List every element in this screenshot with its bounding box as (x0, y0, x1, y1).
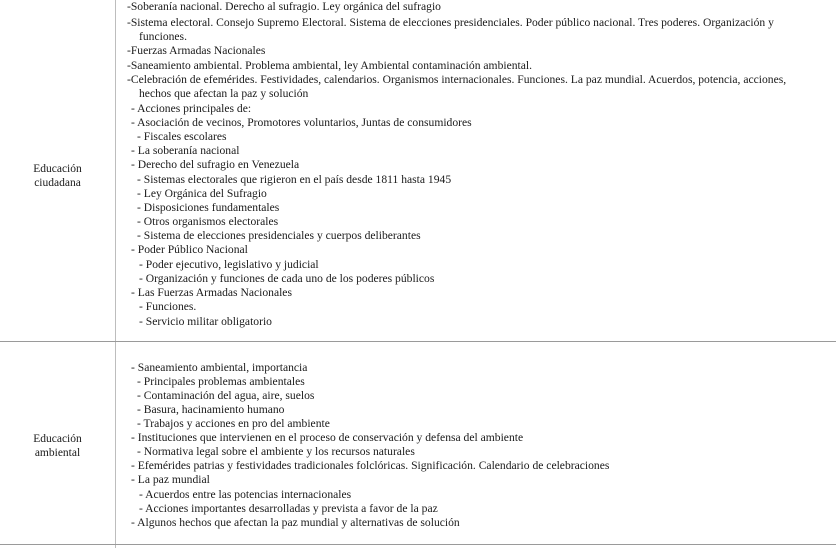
content-line: - La paz mundial (131, 473, 210, 486)
content-line: - La soberanía nacional (131, 144, 240, 157)
content-line: - Acuerdos entre las potencias internacionales (139, 488, 352, 501)
content-line: - Trabajos y acciones en pro del ambiente (137, 417, 330, 430)
content-line: - Disposiciones fundamentales (137, 201, 280, 214)
content-line: - Ley Orgánica del Sufragio (137, 187, 267, 200)
table-bottom-border (0, 544, 836, 545)
content-line: - Principales problemas ambientales (137, 375, 305, 388)
row-label-line: ambiental (34, 447, 81, 459)
content-line: - Saneamiento ambiental, importancia (131, 361, 308, 374)
content-line: - Derecho del sufragio en Venezuela (131, 158, 300, 171)
content-line: -Saneamiento ambiental. Problema ambiental, ley Ambiental contaminación ambiental. (127, 59, 533, 72)
content-line: - Contaminación del agua, aire, suelos (137, 389, 315, 402)
content-line: - Acciones importantes desarrolladas y prevista a favor de la paz (139, 502, 438, 515)
content-line: -Fuerzas Armadas Nacionales (127, 44, 266, 57)
content-line: - Las Fuerzas Armadas Nacionales (131, 286, 292, 299)
row-divider (0, 341, 836, 342)
content-line: - Efemérides patrias y festividades tradicionales folclóricas. Significación. Calendario de celebraciones (131, 459, 610, 472)
content-line: - Asociación de vecinos, Promotores voluntarios, Juntas de consumidores (131, 116, 472, 129)
content-line: funciones. (139, 30, 187, 43)
content-line: -Sistema electoral. Consejo Supremo Electoral. Sistema de elecciones presidenciales. Poder público nacional. Tres poderes. Organización y (127, 16, 774, 29)
content-line: - Organización y funciones de cada uno de los poderes públicos (139, 272, 435, 285)
content-line: - Algunos hechos que afectan la paz mundial y alternativas de solución (131, 516, 460, 529)
content-line: - Normativa legal sobre el ambiente y los recursos naturales (137, 445, 415, 458)
row-label-line: Educación (33, 163, 82, 175)
content-line: - Funciones. (139, 300, 197, 313)
content-line: - Servicio militar obligatorio (139, 315, 272, 328)
column-divider (115, 0, 116, 548)
content-line: - Instituciones que intervienen en el proceso de conservación y defensa del ambiente (131, 431, 524, 444)
content-line: - Otros organismos electorales (137, 215, 279, 228)
row-label-line: Educación (33, 433, 82, 445)
content-line: -Soberanía nacional. Derecho al sufragio. Ley orgánica del sufragio (127, 0, 441, 13)
content-line: - Basura, hacinamiento humano (137, 403, 285, 416)
row-label-line: ciudadana (34, 177, 81, 189)
content-line: -Celebración de efemérides. Festividades, calendarios. Organismos internacionales. Funciones. La paz mundial. Acuerdos, potencia, acciones, (127, 73, 787, 86)
content-line: - Poder Público Nacional (131, 243, 248, 256)
row-label-educacion-ciudadana (0, 162, 115, 190)
content-line: - Sistema de elecciones presidenciales y cuerpos deliberantes (137, 229, 421, 242)
content-line: - Fiscales escolares (137, 130, 227, 143)
content-line: - Poder ejecutivo, legislativo y judicial (139, 258, 319, 271)
content-line: hechos que afectan la paz y solución (139, 87, 309, 100)
content-line: - Acciones principales de: (131, 102, 252, 115)
row-label-educacion-ambiental (0, 432, 115, 460)
content-line: - Sistemas electorales que rigieron en el país desde 1811 hasta 1945 (137, 173, 452, 186)
